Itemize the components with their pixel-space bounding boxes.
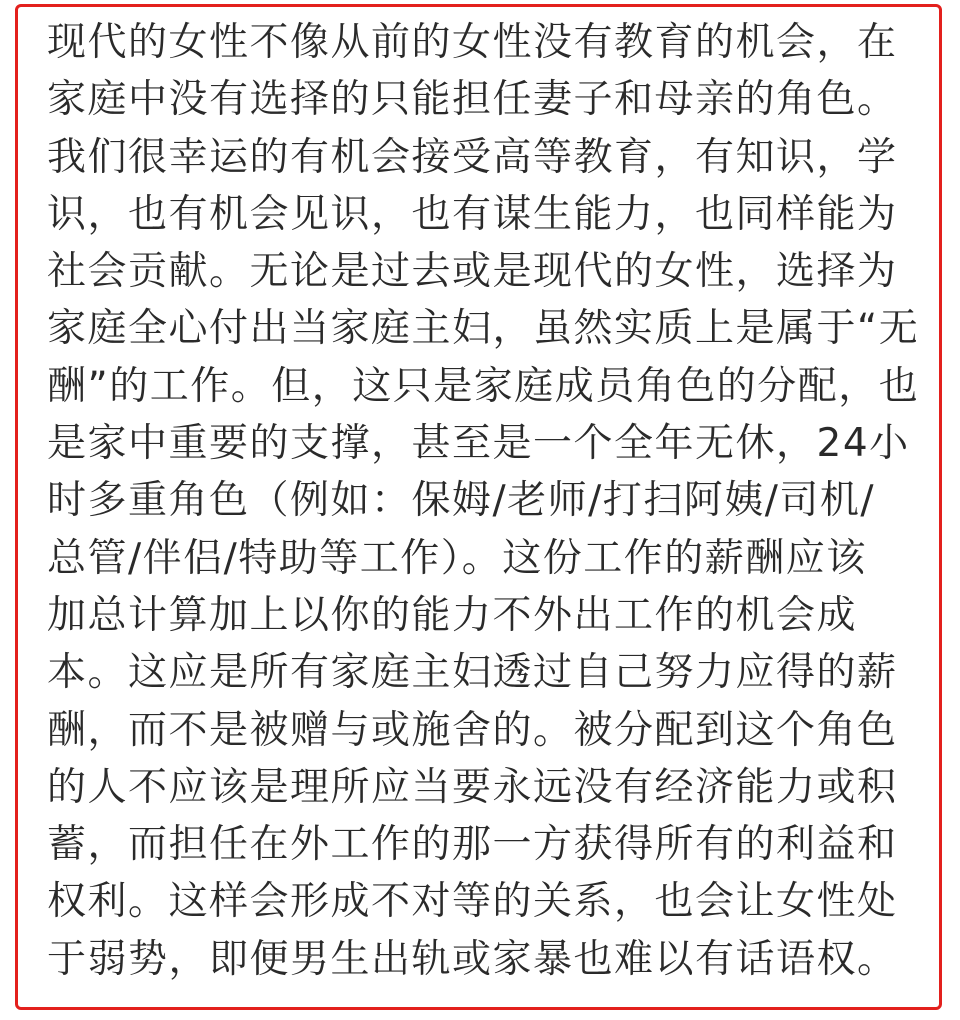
text-line: 社会贡献。无论是过去或是现代的女性，选择为 bbox=[47, 249, 898, 295]
text-line: 酬，而不是被赠与或施舍的。被分配到这个角色 bbox=[47, 707, 898, 753]
text-line: 蓄，而担任在外工作的那一方获得所有的利益和 bbox=[47, 822, 898, 868]
text-line: 的人不应该是理所应当要永远没有经济能力或积 bbox=[47, 764, 898, 810]
text-line: 加总计算加上以你的能力不外出工作的机会成 bbox=[47, 592, 858, 638]
text-line: 我们很幸运的有机会接受高等教育，有知识，学 bbox=[47, 134, 898, 180]
text-line: 酬”的工作。但，这只是家庭成员角色的分配，也 bbox=[47, 363, 920, 409]
text-line: 总管/伴侣/特助等工作）。这份工作的薪酬应该 bbox=[47, 535, 867, 581]
text-line: 权利。这样会形成不对等的关系，也会让女性处 bbox=[47, 879, 898, 925]
text-line: 家庭全心付出当家庭主妇，虽然实质上是属于“无 bbox=[47, 306, 920, 352]
text-line: 识，也有机会见识，也有谋生能力，也同样能为 bbox=[47, 191, 898, 237]
text-line: 于弱势，即便男生出轨或家暴也难以有话语权。 bbox=[47, 936, 898, 982]
text-line: 本。这应是所有家庭主妇透过自己努力应得的薪 bbox=[47, 650, 898, 696]
text-line: 现代的女性不像从前的女性没有教育的机会，在 bbox=[47, 20, 898, 65]
text-line: 时多重角色（例如：保姆/老师/打扫阿姨/司机/ bbox=[47, 478, 876, 524]
article-paragraph bbox=[47, 14, 927, 988]
text-line: 是家中重要的支撑，甚至是一个全年无休，24小 bbox=[47, 421, 910, 467]
text-line: 家庭中没有选择的只能担任妻子和母亲的角色。 bbox=[47, 77, 898, 123]
